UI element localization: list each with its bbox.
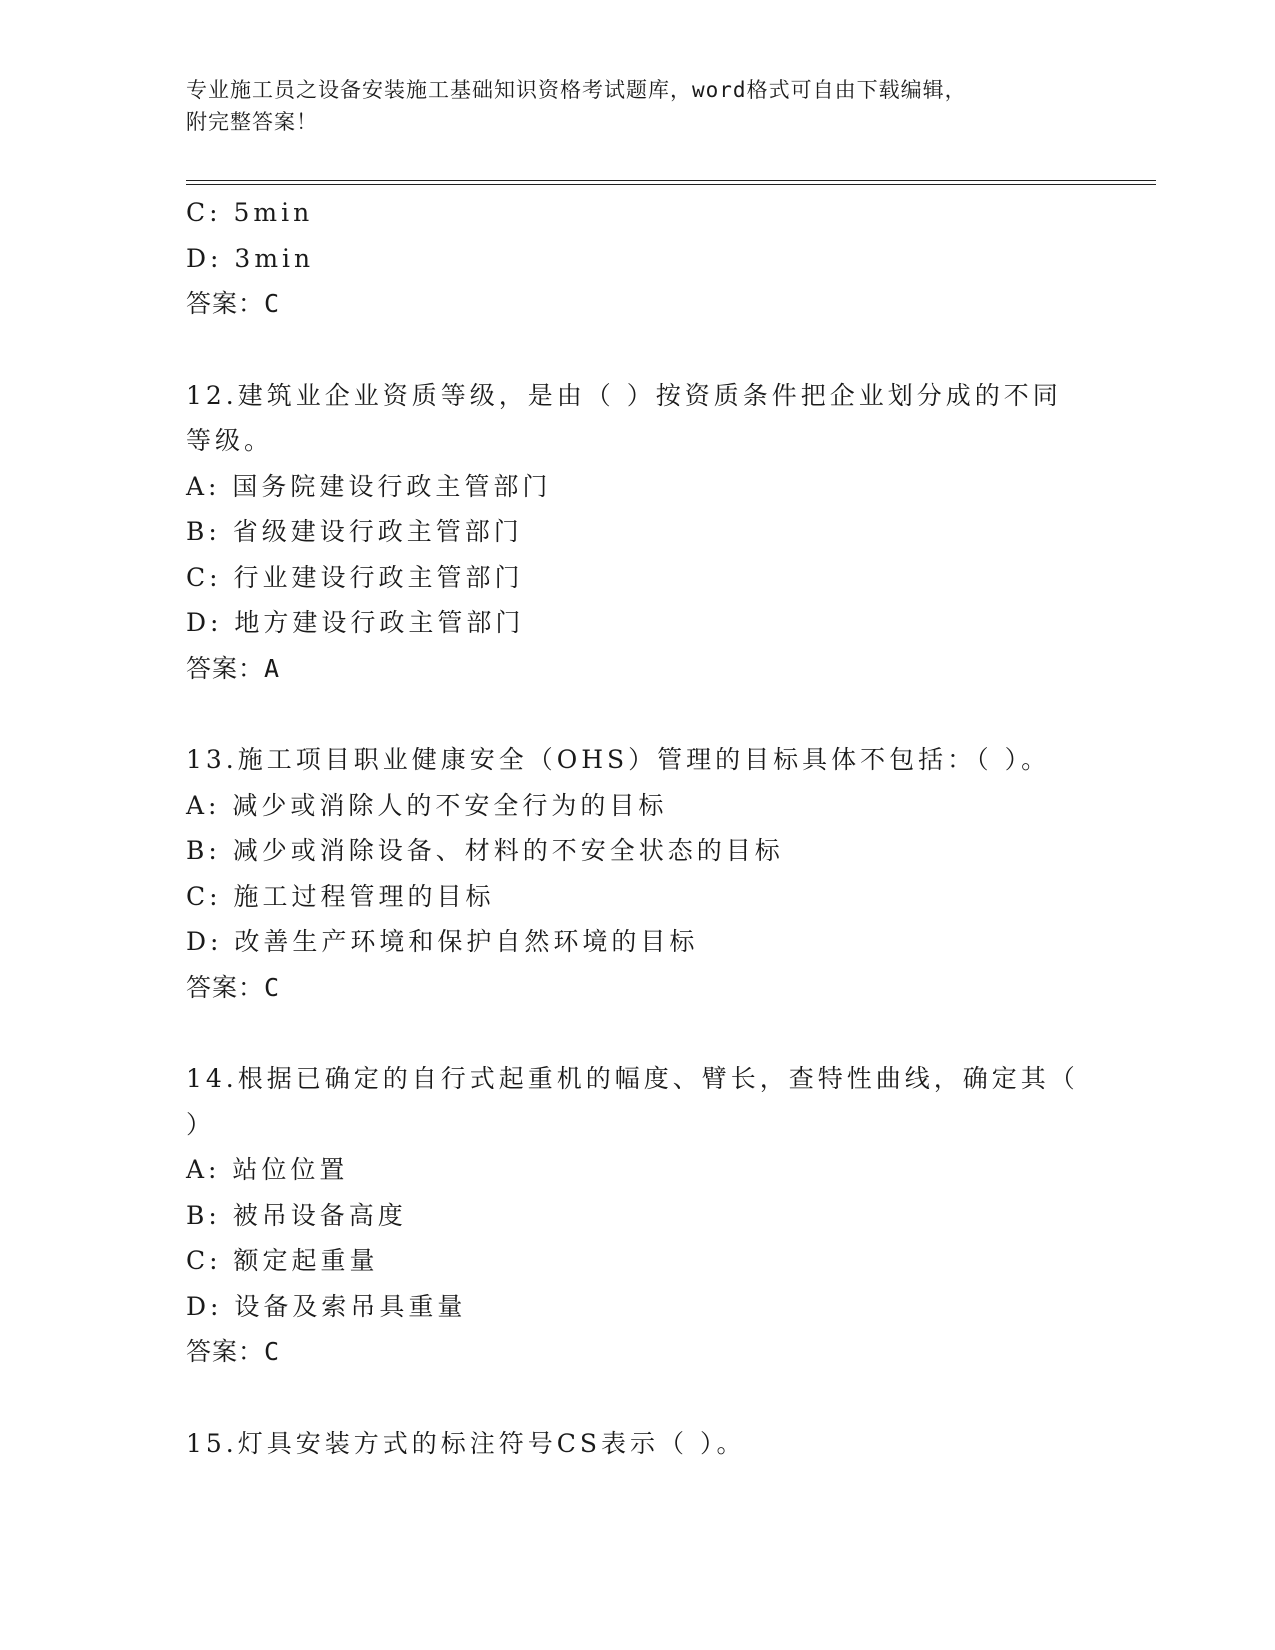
question-12 xyxy=(186,373,1086,692)
question-12-option-c: C: 行业建设行政主管部门 xyxy=(186,562,524,592)
question-11-answer xyxy=(186,281,1086,327)
question-11-option-c: C: 5min xyxy=(186,198,314,227)
question-12-answer xyxy=(186,646,1086,692)
answer-label: 答案： xyxy=(186,972,265,1002)
header-line-1: 专业施工员之设备安装施工基础知识资格考试题库，word格式可自由下载编辑， xyxy=(186,78,967,102)
answer-value: C xyxy=(264,1337,281,1366)
answer-value: C xyxy=(264,972,281,1002)
question-13 xyxy=(186,737,1086,1010)
question-14-stem-line-1: 14.根据已确定的自行式起重机的幅度、臂长，查特性曲线，确定其（ xyxy=(186,1064,1079,1093)
answer-label: 答案： xyxy=(186,289,265,318)
spacer xyxy=(186,327,1086,373)
answer-label: 答案： xyxy=(186,1337,265,1366)
question-11 xyxy=(186,190,1086,327)
document-header xyxy=(186,74,1086,138)
question-12-option-d: D: 地方建设行政主管部门 xyxy=(186,608,525,637)
header-divider xyxy=(186,180,1156,185)
question-13-option-a: A: 减少或消除人的不安全行为的目标 xyxy=(186,790,668,820)
question-12-stem-line-2: 等级。 xyxy=(186,426,274,455)
question-11-option-d: D: 3min xyxy=(186,243,315,273)
question-14-option-b: B: 被吊设备高度 xyxy=(186,1200,407,1230)
question-14-answer xyxy=(186,1329,1086,1375)
spacer xyxy=(186,691,1086,737)
question-12-stem-line-1: 12.建筑业企业资质等级，是由（ ）按资质条件把企业划分成的不同 xyxy=(186,380,1062,410)
question-13-option-b: B: 减少或消除设备、材料的不安全状态的目标 xyxy=(186,836,784,865)
question-14 xyxy=(186,1056,1086,1375)
question-15 xyxy=(186,1421,1086,1467)
question-13-option-c: C: 施工过程管理的目标 xyxy=(186,881,495,911)
question-14-option-d: D: 设备及索吊具重量 xyxy=(186,1291,467,1321)
question-14-stem-line-2: ） xyxy=(186,1109,216,1139)
spacer xyxy=(186,1010,1086,1056)
answer-value: C xyxy=(264,289,281,318)
question-12-option-b: B: 省级建设行政主管部门 xyxy=(186,517,523,546)
spacer xyxy=(186,1375,1086,1421)
question-14-option-a: A: 站位位置 xyxy=(186,1155,349,1184)
question-list xyxy=(186,190,1086,1466)
answer-label: 答案： xyxy=(186,653,265,683)
question-13-stem-line-1: 13.施工项目职业健康安全（OHS）管理的目标具体不包括：（ ）。 xyxy=(186,745,1051,774)
question-14-option-c: C: 额定起重量 xyxy=(186,1246,379,1275)
answer-value: A xyxy=(264,653,281,683)
question-15-stem-line-1: 15.灯具安装方式的标注符号CS表示（ ）。 xyxy=(186,1428,746,1458)
header-line-2: 附完整答案！ xyxy=(186,110,318,134)
question-13-option-d: D: 改善生产环境和保护自然环境的目标 xyxy=(186,927,699,956)
question-13-answer xyxy=(186,965,1086,1011)
question-12-option-a: A: 国务院建设行政主管部门 xyxy=(186,471,552,501)
